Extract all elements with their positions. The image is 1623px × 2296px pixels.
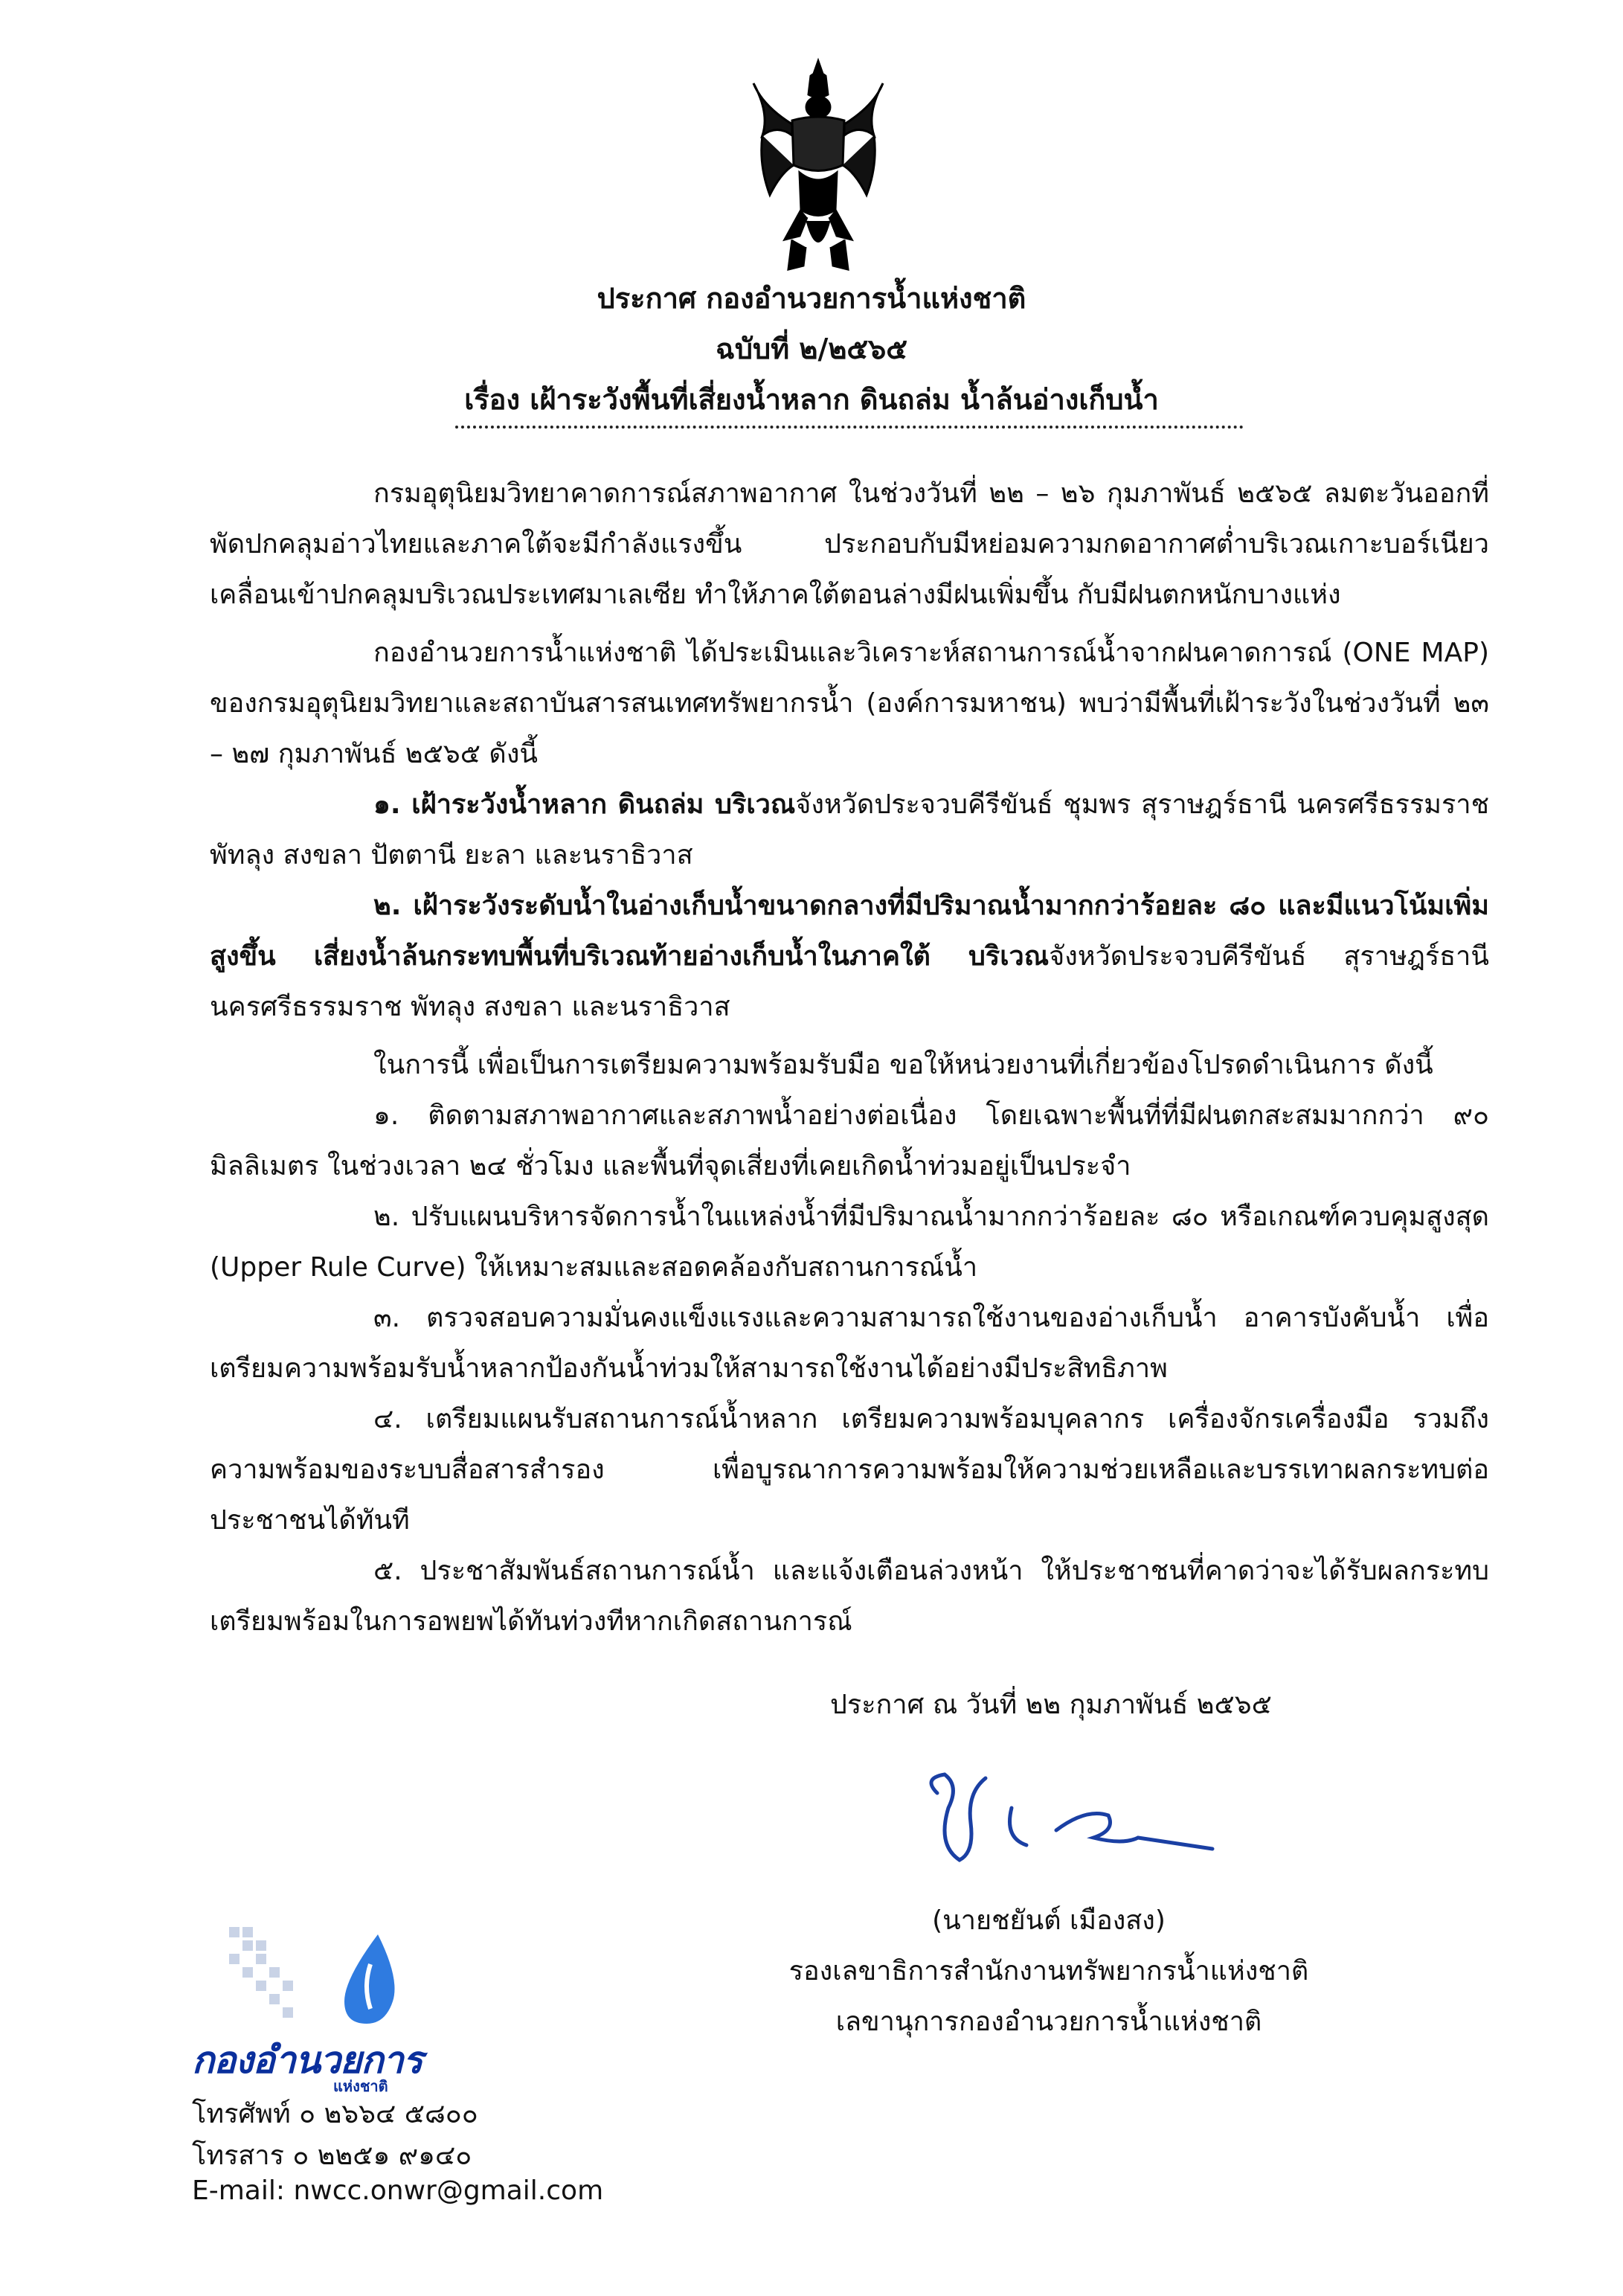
- action-item-3: ๓. ตรวจสอบความมั่นคงแข็งแรงและความสามารถใช้งานของอ่างเก็บน้ำ อาคารบังคับน้ำ เพื่อเตรียมความพร้อมรับน้ำหลากป้องกันน้ำท่วมให้สามารถใช้งานได้อย่างมีประสิทธิภาพ: [210, 1303, 1489, 1384]
- paragraph-forecast: กรมอุตุนิยมวิทยาคาดการณ์สภาพอากาศ ในช่วงวันที่ ๒๒ – ๒๖ กุมภาพันธ์ ๒๕๖๕ ลมตะวันออกที่พัดปกคลุมอ่าวไทยและภาคใต้จะมีกำลังแรงขึ้น ประกอบกับมีหย่อมความกดอากาศต่ำบริเวณเกาะบอร์เนียวเคลื่อนเข้าปกคลุมบริเวณประเทศมาเลเซีย ทำให้ภาคใต้ตอนล่างมีฝนเพิ่มขึ้น กับมีฝนตกหนักบางแห่ง: [210, 478, 1489, 610]
- header-subject: เรื่อง เฝ้าระวังพื้นที่เสี่ยงน้ำหลาก ดินถล่ม น้ำล้นอ่างเก็บน้ำ: [464, 383, 1159, 416]
- signer-name: (นายชยันต์ เมืองสง): [932, 1905, 1166, 1936]
- watch-item-2-heading: ๒. เฝ้าระวังระดับน้ำในอ่างเก็บน้ำขนาดกลางที่มีปริมาณน้ำมากกว่าร้อยละ ๘๐ และมีแนวโน้มเพิ่มสูงขึ้น เสี่ยงน้ำล้นกระทบพื้นที่บริเวณท้ายอ่างเก็บน้ำในภาคใต้ บริเวณ: [210, 891, 1489, 972]
- announcement-date: ประกาศ ณ วันที่ ๒๒ กุมภาพันธ์ ๒๕๖๕: [830, 1690, 1272, 1720]
- logo-text: กองอำนวยการ: [192, 2039, 422, 2082]
- contact-email[interactable]: E-mail: nwcc.onwr@gmail.com: [192, 2175, 604, 2206]
- watch-item-1-heading: ๑. เฝ้าระวังน้ำหลาก ดินถล่ม บริเวณ: [373, 789, 796, 820]
- contact-phone: โทรศัพท์ ๐ ๒๖๖๔ ๕๘๐๐: [192, 2099, 478, 2129]
- garuda-emblem-icon: [748, 54, 889, 277]
- action-item-2: ๒. ปรับแผนบริหารจัดการน้ำในแหล่งน้ำที่มีปริมาณน้ำมากกว่าร้อยละ ๘๐ หรือเกณฑ์ควบคุมสูงสุด (Upper Rule Curve) ให้เหมาะสมและสอดคล้องกับสถานการณ์น้ำ: [210, 1202, 1489, 1283]
- action-item-1: ๑. ติดตามสภาพอากาศและสภาพน้ำอย่างต่อเนื่อง โดยเฉพาะพื้นที่ที่มีฝนตกสะสมมากกว่า ๙๐ มิลลิเมตร ในช่วงเวลา ๒๔ ชั่วโมง และพื้นที่จุดเสี่ยงที่เคยเกิดน้ำท่วมอยู่เป็นประจำ: [210, 1100, 1489, 1181]
- nwcc-logo: [192, 1920, 504, 2095]
- header-number: ฉบับที่ ๒/๒๕๖๕: [715, 333, 908, 365]
- paragraph-assessment: กองอำนวยการน้ำแห่งชาติ ได้ประเมินและวิเคราะห์สถานการณ์น้ำจากฝนคาดการณ์ (ONE MAP) ของกรมอุตุนิยมวิทยาและสถาบันสารสนเทศทรัพยากรน้ำ (องค์การมหาชน) พบว่ามีพื้นที่เฝ้าระวังในช่วงวันที่ ๒๓ – ๒๗ กุมภาพันธ์ ๒๕๖๕ ดังนี้: [210, 638, 1489, 769]
- signer-role: เลขานุการกองอำนวยการน้ำแห่งชาติ: [835, 2007, 1262, 2037]
- action-item-5: ๕. ประชาสัมพันธ์สถานการณ์น้ำ และแจ้งเตือนล่วงหน้า ให้ประชาชนที่คาดว่าจะได้รับผลกระทบเตรียมพร้อมในการอพยพได้ทันท่วงทีหากเกิดสถานการณ์: [210, 1556, 1489, 1637]
- announcement-body: [210, 469, 1489, 1647]
- action-item-4: ๔. เตรียมแผนรับสถานการณ์น้ำหลาก เตรียมความพร้อมบุคลากร เครื่องจักรเครื่องมือ รวมถึงความพร้อมของระบบสื่อสารสำรอง เพื่อบูรณาการความพร้อมให้ความช่วยเหลือและบรรเทาผลกระทบต่อประชาชนได้ทันที: [210, 1404, 1489, 1536]
- signer-position: รองเลขาธิการสำนักงานทรัพยากรน้ำแห่งชาติ: [788, 1956, 1309, 1986]
- watch-item-2: [210, 881, 1489, 1033]
- logo-subtext: แห่งชาติ: [333, 2077, 388, 2095]
- watch-item-2-provinces: จังหวัดประจวบคีรีขันธ์ สุราษฎร์ธานี นครศรีธรรมราช พัทลุง สงขลา และนราธิวาส: [210, 941, 1489, 1022]
- water-drop-map-icon: [222, 1920, 415, 2031]
- contact-fax: โทรสาร ๐ ๒๒๕๑ ๙๑๔๐: [192, 2141, 472, 2171]
- handwritten-signature: [915, 1763, 1227, 1882]
- dotted-divider: [455, 426, 1244, 429]
- paragraph-actions-intro: ในการนี้ เพื่อเป็นการเตรียมความพร้อมรับมือ ขอให้หน่วยงานที่เกี่ยวข้องโปรดดำเนินการ ดังนี้: [373, 1050, 1433, 1080]
- watch-item-1-provinces: จังหวัดประจวบคีรีขันธ์ ชุมพร สุราษฎร์ธานี นครศรีธรรมราช พัทลุง สงขลา ปัตตานี ยะลา และนราธิวาส: [210, 789, 1489, 870]
- watch-item-1: [210, 780, 1489, 881]
- header-title: ประกาศ กองอำนวยการน้ำแห่งชาติ: [597, 282, 1026, 315]
